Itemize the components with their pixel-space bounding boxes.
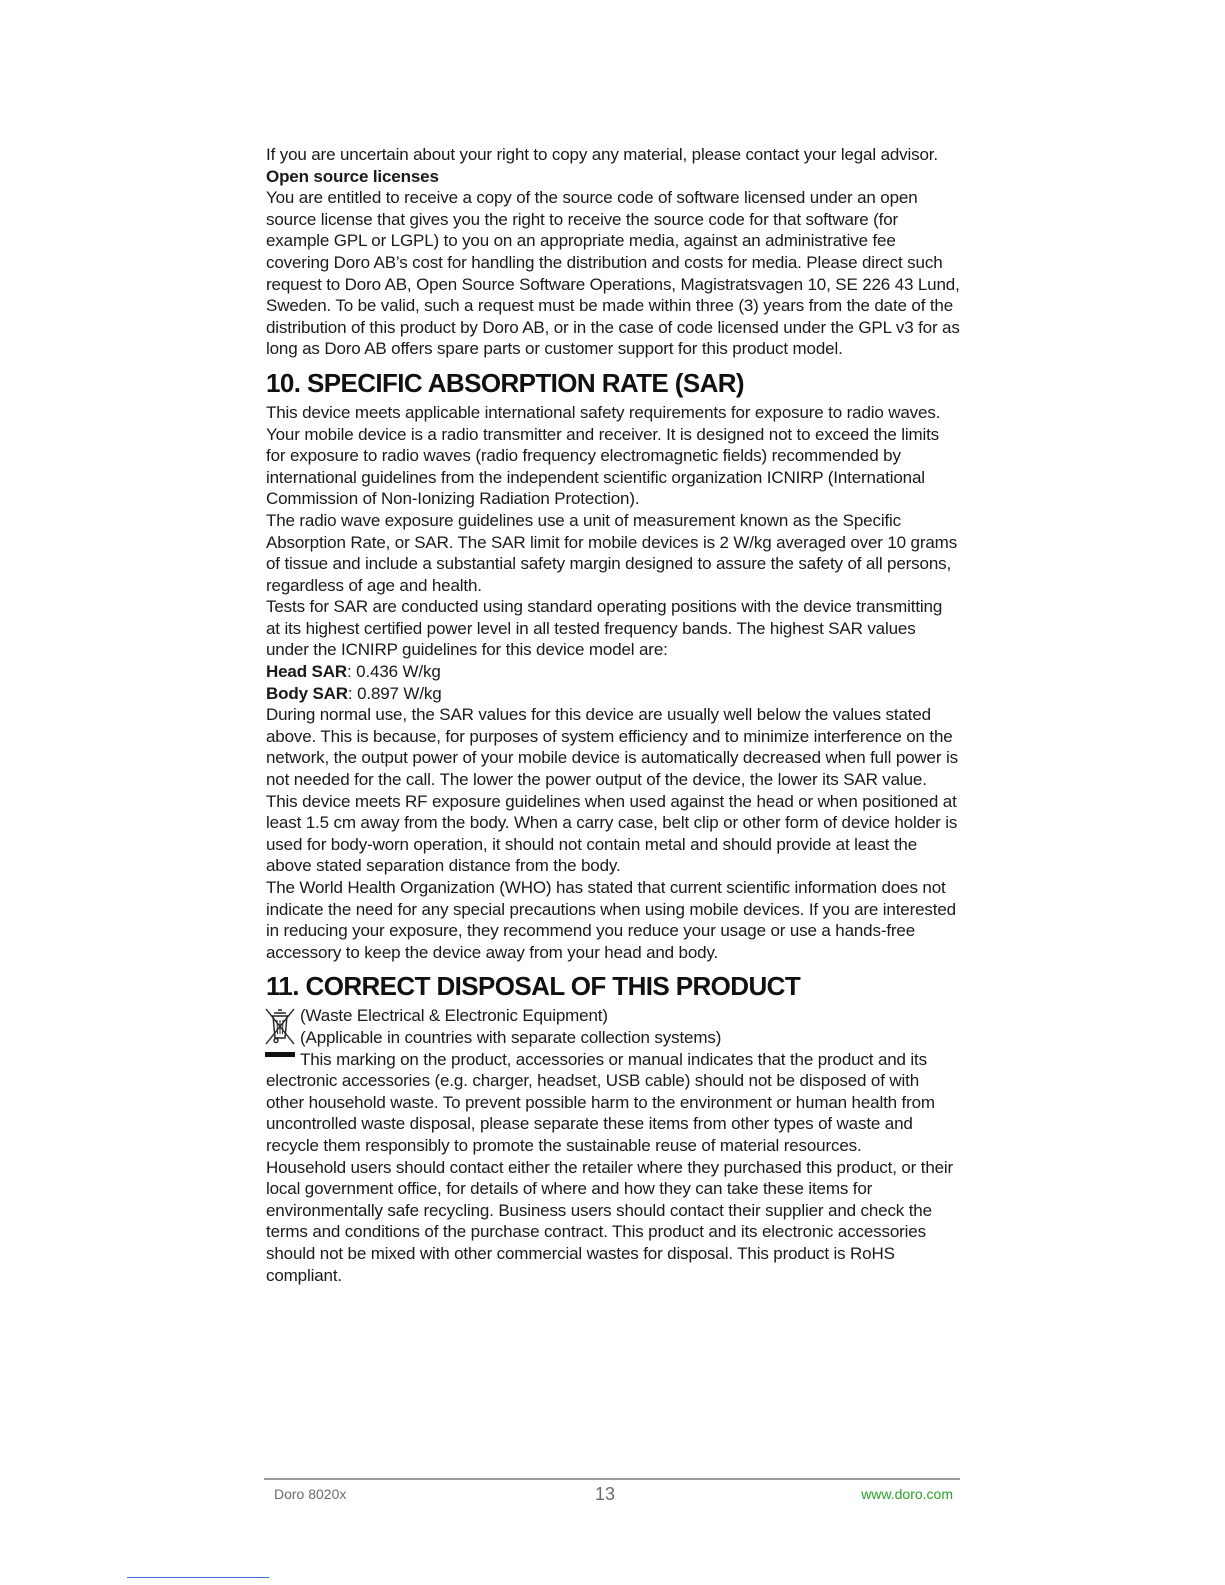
sar-paragraph-1: This device meets applicable international safety requirements for exposure to radio waves. Your mobile device is a radio transmitter and receiver. It is designed not to exceed the limits for exposure to radio waves (radio frequency electromagnetic fields) recommended by international guidelines from the independent scientific organization ICNIRP (International Commission of Non-Ionizing Radiation Protection). bbox=[266, 402, 941, 509]
sar-paragraph-4: During normal use, the SAR values for this device are usually well below the values stated above. This is because, for purposes of system efficiency and to minimize interference on the network, the output power of your mobile device is automatically decreased when full power is not needed for the call. The lower the power output of the device, the lower its SAR value. bbox=[266, 705, 958, 790]
open-source-heading: Open source licenses bbox=[266, 166, 439, 186]
weee-line-2: (Applicable in countries with separate collection systems) bbox=[300, 1027, 722, 1047]
disposal-section-heading: 11. CORRECT DISPOSAL OF THIS PRODUCT bbox=[266, 971, 801, 1002]
weee-block bbox=[266, 1005, 960, 1156]
sar-section-heading: 10. SPECIFIC ABSORPTION RATE (SAR) bbox=[266, 367, 744, 398]
weee-line-1: (Waste Electrical & Electronic Equipment) bbox=[300, 1006, 608, 1026]
disposal-paragraph-1: This marking on the product, accessories or manual indicates that the product and its electronic accessories (e.g. charger, headset, USB cable) should not be disposed of with other household waste. To prevent possible harm to the environment or human health from uncontrolled waste disposal, please separate these items from other types of waste and recycle them responsibly to promote the sustainable reuse of material resources. bbox=[266, 1049, 935, 1155]
footer-page-number: 13 bbox=[594, 1484, 616, 1504]
head-sar-label: Head SAR bbox=[266, 662, 347, 682]
sar-paragraph-5: This device meets RF exposure guidelines when used against the head or when positioned at least 1.5 cm away from the body. When a carry case, belt clip or other form of device holder is used for body-worn operation, it should not contain metal and should provide at least the above stated separation distance from the body. bbox=[266, 791, 958, 876]
sar-paragraph-6: The World Health Organization (WHO) has stated that current scientific information does not indicate the need for any special precautions when using mobile devices. If you are interested in reducing your exposure, they recommend you reduce your usage or use a hands-free accessory to keep the device away from your head and body. bbox=[266, 878, 956, 962]
head-sar-value: : 0.436 W/kg bbox=[347, 662, 441, 682]
head-sar-line bbox=[266, 661, 960, 683]
open-source-paragraph: You are entitled to receive a copy of the source code of software licensed under an open source license that gives you the right to receive the source code for that software (for example GPL or LGPL) to you on an appropriate media, against an administrative fee covering Doro AB’s cost for handling the distribution and costs for media. Please direct such request to Doro AB, Open Source Software Operations, Magistratsvagen 10, SE 226 43 Lund, Sweden. To be valid, such a request must be made within three (3) years from the date of the distribution of this product by Doro AB, or in the case of code licensed under the GPL v3 for as long as Doro AB offers spare parts or customer support for this product model. bbox=[266, 188, 960, 359]
disposal-paragraph-2: Household users should contact either the retailer where they purchased this product, or their local government office, for details of where and how they can take these items for environmentally safe recycling. Business users should contact their supplier and check the terms and conditions of the purchase contract. This product and its electronic accessories should not be mixed with other commercial wastes for disposal. This product is RoHS compliant. bbox=[266, 1157, 954, 1285]
footer-website-link[interactable]: www.doro.com bbox=[861, 1486, 953, 1502]
sar-paragraph-2: The radio wave exposure guidelines use a unit of measurement known as the Specific Absorption Rate, or SAR. The SAR limit for mobile devices is 2 W/kg averaged over 10 grams of tissue and include a substantial safety margin designed to assure the safety of all persons, regardless of age and health. bbox=[266, 510, 958, 595]
body-sar-line bbox=[266, 683, 960, 705]
footer-divider bbox=[264, 1478, 960, 1480]
body-sar-value: : 0.897 W/kg bbox=[347, 683, 442, 703]
intro-paragraph: If you are uncertain about your right to copy any material, please contact your legal advisor. bbox=[266, 145, 938, 164]
footer-model-name: Doro 8020x bbox=[274, 1486, 347, 1502]
crossed-out-wheelie-bin-icon bbox=[264, 1006, 296, 1064]
sar-paragraph-3: Tests for SAR are conducted using standard operating positions with the device transmitting at its highest certified power level in all tested frequency bands. The highest SAR values under the ICNIRP guidelines for this device model are: bbox=[266, 597, 943, 660]
bottom-decorative-rule bbox=[127, 1577, 269, 1578]
body-sar-label: Body SAR bbox=[266, 683, 348, 703]
page-content bbox=[266, 144, 960, 1286]
